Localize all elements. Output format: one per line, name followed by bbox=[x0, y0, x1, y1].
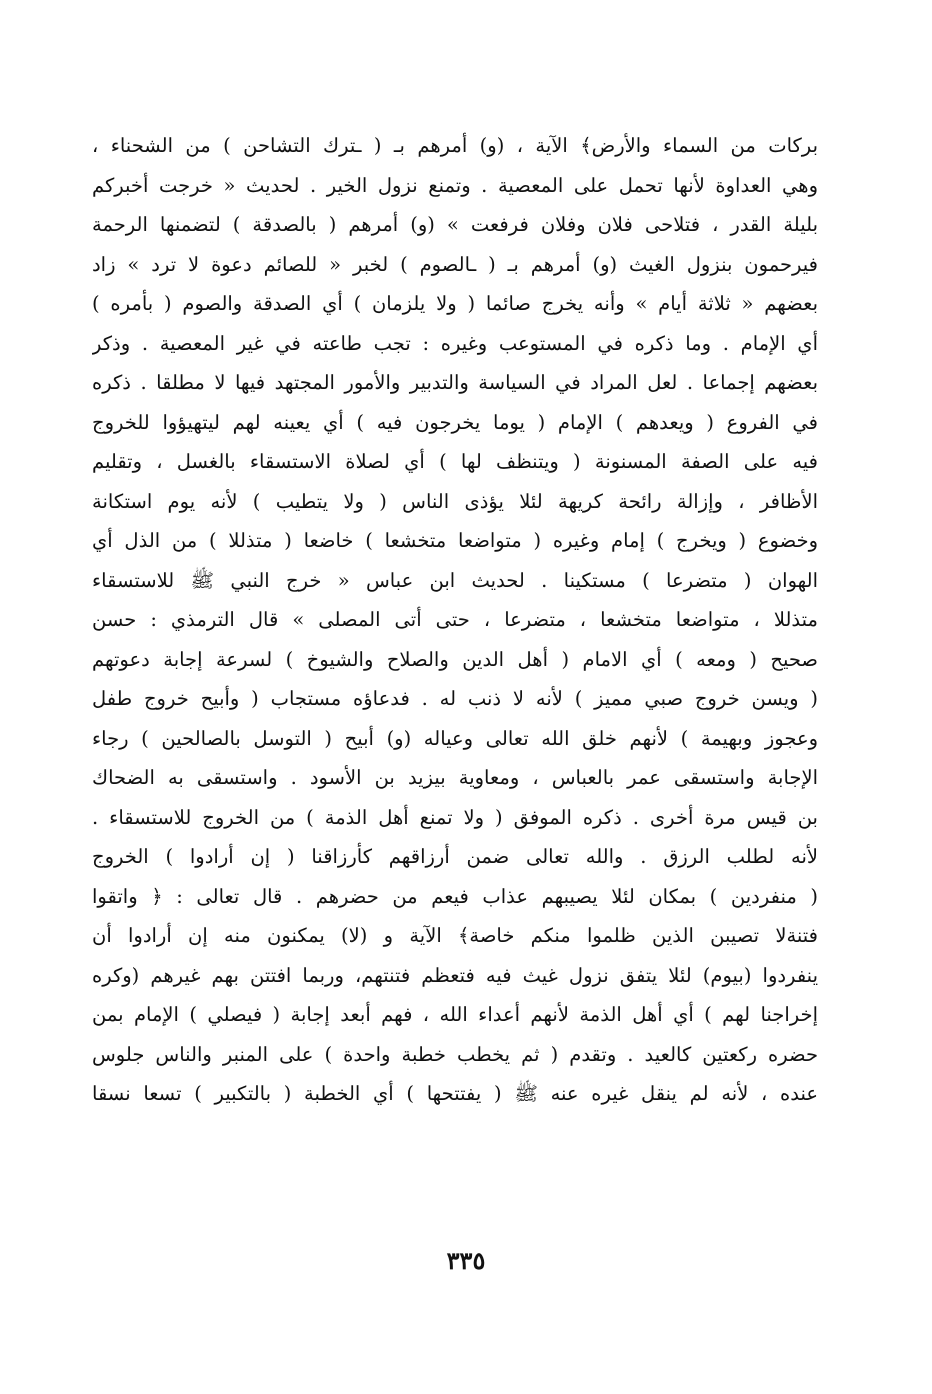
text-line: ( ويسن خروج صبي مميز ) لأنه لا ذنب له . فدعاؤه مستجاب ( وأبيح خروج طفل bbox=[92, 687, 818, 710]
text-line: وخضوع ( ويخرج ) إمام وغيره ( متواضعا متخشعا ) خاضعا ( متذللا ) من الذل أي bbox=[92, 529, 818, 552]
text-line: بركات من السماء والأرض﴾ الآية ، (و) أمرهم بـ ( ـترك التشاحن ) من الشحناء ، bbox=[92, 134, 818, 157]
text-line: لأنه لطلب الرزق . والله تعالى ضمن أرزاقهم كأرزاقنا ( إن أرادوا ) الخروج bbox=[92, 845, 818, 868]
text-line: وعجوز وبهيمة ) لأنهم خلق الله تعالى وعياله (و) أبيح ( التوسل بالصالحين ) رجاء bbox=[92, 726, 818, 750]
text-line: متذللا ، متواضعا متخشعا ، متضرعا ، حتى أتى المصلى » قال الترمذي : حسن bbox=[92, 608, 818, 631]
text-line: أي الإمام . وما ذكره في المستوعب وغيره : تجب طاعته في غير المعصية . وذكر bbox=[92, 331, 818, 355]
text-line: فيرحمون بنزول الغيث (و) أمرهم بـ ( ـالصوم ) لخبر « للصائم دعوة لا ترد » زاد bbox=[92, 252, 818, 276]
body-text bbox=[92, 126, 818, 1114]
text-line: بعضهم « ثلاثة أيام » وأنه يخرج صائما ( ولا يلزمان ) أي الصدقة والصوم ( بأمره ) bbox=[92, 292, 818, 315]
text-line: ( منفردين ) بمكان لئلا يصيبهم عذاب فيعم من حضرهم . قال تعالى : ﴿ واتقوا bbox=[92, 884, 818, 908]
text-line: الهوان ( متضرعا ) مستكينا . لحديث ابن عباس « خرج النبي ﷺ للاستسقاء bbox=[92, 568, 818, 592]
text-line: في الفروع ( ويعدهم ) الإمام ( يوما يخرجون فيه ) أي يعينه لهم ليتهيؤوا للخروج bbox=[92, 410, 818, 434]
text-line: بن قيس مرة أخرى . ذكره الموفق ( ولا تمنع أهل الذمة ) من الخروج للاستسقاء . bbox=[92, 805, 818, 829]
text-line: وهي العداوة لأنها تحمل على المعصية . وتمنع نزول الخير . لحديث « خرجت أخبركم bbox=[92, 173, 818, 197]
text-line: الأظافر ، وإزالة رائحة كريهة لئلا يؤذى الناس ( ولا يتطيب ) لأنه يوم استكانة bbox=[92, 489, 818, 513]
text-line: فتنةلا تصيبن الذين ظلموا منكم خاصة﴾ الآية و (لا) يمكنون منه إن أرادوا أن bbox=[92, 924, 818, 947]
text-line: بليلة القدر ، فتلاحى فلان وفلان فرفعت » (و) أمرهم ( بالصدقة ) لتضمنها الرحمة bbox=[92, 213, 818, 236]
text-line: حضره ركعتين كالعيد . وتقدم ( ثم يخطب خطبة واحدة ) على المنبر والناس جلوس bbox=[92, 1042, 818, 1066]
page-number: ٣٣٥ bbox=[446, 1246, 486, 1275]
text-line: الإجابة واستسقى عمر بالعباس ، ومعاوية بيزيد بن الأسود . واستسقى به الضحاك bbox=[92, 766, 818, 789]
text-line: عنده ، لأنه لم ينقل غيره عنه ﷺ ( يفتتحها ) أي الخطبة ( بالتكبير ) تسعا نسقا bbox=[92, 1082, 818, 1105]
text-line: فيه على الصفة المسنونة ( ويتنظف لها ) أي لصلاة الاستسقاء بالغسل ، وتقليم bbox=[92, 450, 818, 473]
text-line: ينفردوا (بيوم) لئلا يتفق نزول غيث فيه فتعظم فتنتهم، وربما افتتن بهم غيرهم (وكره bbox=[92, 963, 818, 987]
text-line: صحيح ( ومعه ) أي الامام ( أهل الدين والصلاح والشيوخ ) لسرعة إجابة دعوتهم bbox=[92, 647, 818, 671]
text-line: إخراجنا لهم ) أي أهل الذمة لأنهم أعداء الله ، فهم أبعد إجابة ( فيصلي ) الإمام بمن bbox=[92, 1003, 818, 1026]
text-line: بعضهم إجماعا . لعل المراد في السياسة والتدبير والأمور المجتهد فيها لا مطلقا . ذكره bbox=[92, 371, 818, 394]
